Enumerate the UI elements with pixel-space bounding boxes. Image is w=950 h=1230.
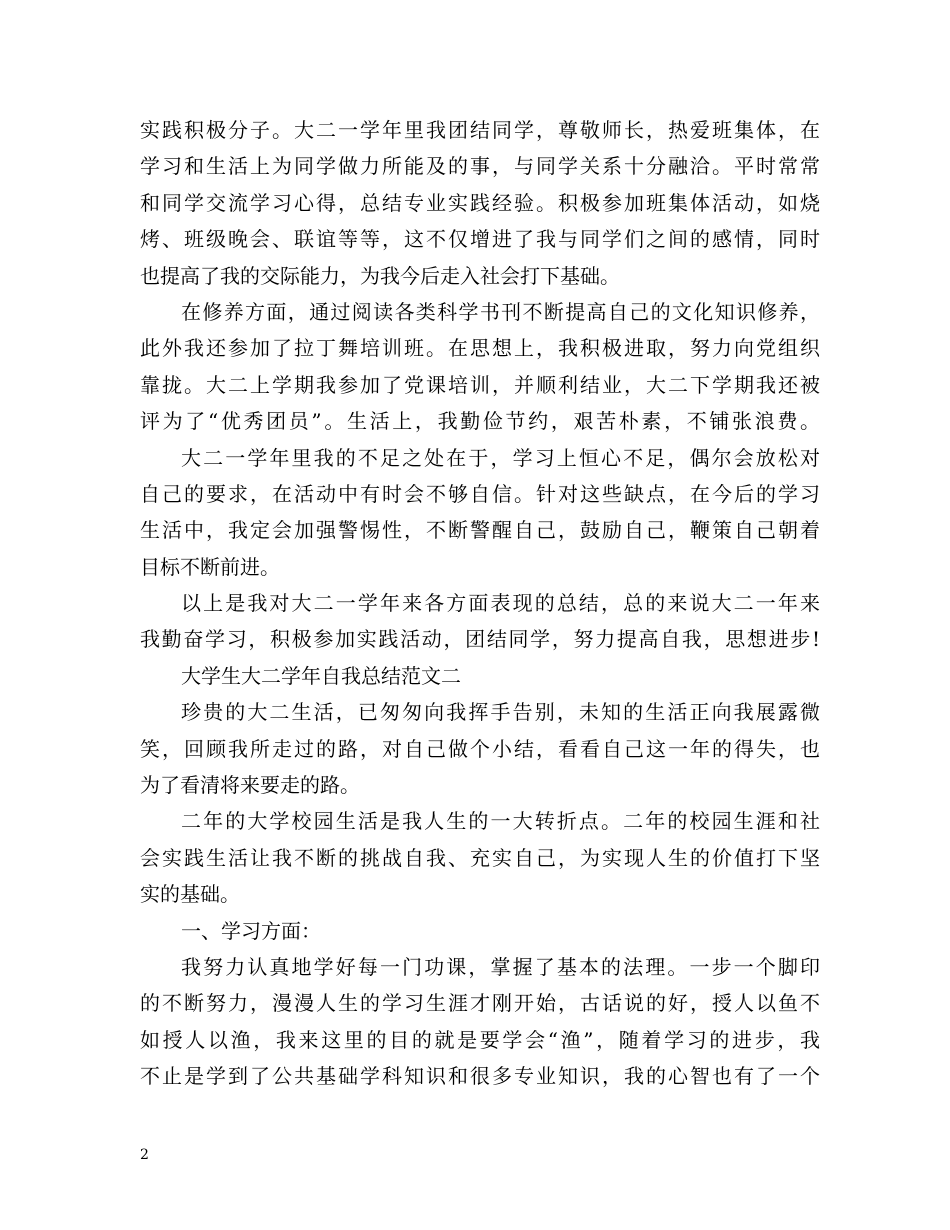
text-line: 二年的大学校园生活是我人生的一大转折点。二年的校园生涯和社 [181, 809, 820, 834]
text-line: 大二一学年里我的不足之处在于，学习上恒心不足，偶尔会放松对 [181, 445, 820, 470]
text-line: 笑，回顾我所走过的路，对自己做个小结，看看自己这一年的得失，也 [140, 736, 820, 761]
body-text [140, 112, 820, 1095]
text-line: 和同学交流学习心得，总结专业实践经验。积极参加班集体活动，如烧 [140, 190, 820, 215]
text-line: 实的基础。 [140, 882, 240, 907]
text-line: 的不断努力，漫漫人生的学习生涯才刚开始，古话说的好，授人以鱼不 [140, 991, 820, 1016]
text-line: 不止是学到了公共基础学科知识和很多专业知识，我的心智也有了一个 [140, 1064, 820, 1089]
subsection-heading: 一、学习方面： [181, 918, 321, 943]
text-line: 我努力认真地学好每一门功课，掌握了基本的法理。一步一个脚印 [181, 954, 820, 979]
page-number: 2 [140, 1147, 149, 1163]
text-line: 此外我还参加了拉丁舞培训班。在思想上，我积极进取，努力向党组织 [140, 336, 820, 361]
text-line: 评为了“优秀团员”。生活上，我勤俭节约，艰苦朴素，不铺张浪费。 [140, 409, 820, 434]
text-line: 学习和生活上为同学做力所能及的事，与同学关系十分融洽。平时常常 [140, 154, 820, 179]
text-line: 我勤奋学习，积极参加实践活动，团结同学，努力提高自我，思想进步! [140, 627, 820, 652]
text-line: 以上是我对大二一学年来各方面表现的总结，总的来说大二一年来 [181, 591, 820, 616]
text-line: 在修养方面，通过阅读各类科学书刊不断提高自己的文化知识修养， [181, 299, 820, 324]
text-line: 实践积极分子。大二一学年里我团结同学，尊敬师长，热爱班集体，在 [140, 118, 820, 142]
text-line: 烤、班级晚会、联谊等等，这不仅增进了我与同学们之间的感情，同时 [140, 227, 820, 252]
text-line: 为了看清将来要走的路。 [140, 773, 360, 798]
text-line: 靠拢。大二上学期我参加了党课培训，并顺利结业，大二下学期我还被 [140, 372, 820, 397]
text-line: 也提高了我的交际能力，为我今后走入社会打下基础。 [140, 263, 620, 288]
text-line: 目标不断前进。 [140, 554, 280, 579]
text-line: 生活中，我定会加强警惕性，不断警醒自己，鼓励自己，鞭策自己朝着 [140, 518, 820, 543]
text-line: 会实践生活让我不断的挑战自我、充实自己，为实现人生的价值打下坚 [140, 845, 820, 870]
text-line: 自己的要求，在活动中有时会不够自信。针对这些缺点，在今后的学习 [140, 481, 820, 506]
text-line: 珍贵的大二生活，已匆匆向我挥手告别，未知的生活正向我展露微 [181, 700, 820, 725]
text-line: 如授人以渔，我来这里的目的就是要学会“渔”，随着学习的进步，我 [140, 1027, 820, 1052]
section-heading: 大学生大二学年自我总结范文二 [181, 663, 461, 688]
